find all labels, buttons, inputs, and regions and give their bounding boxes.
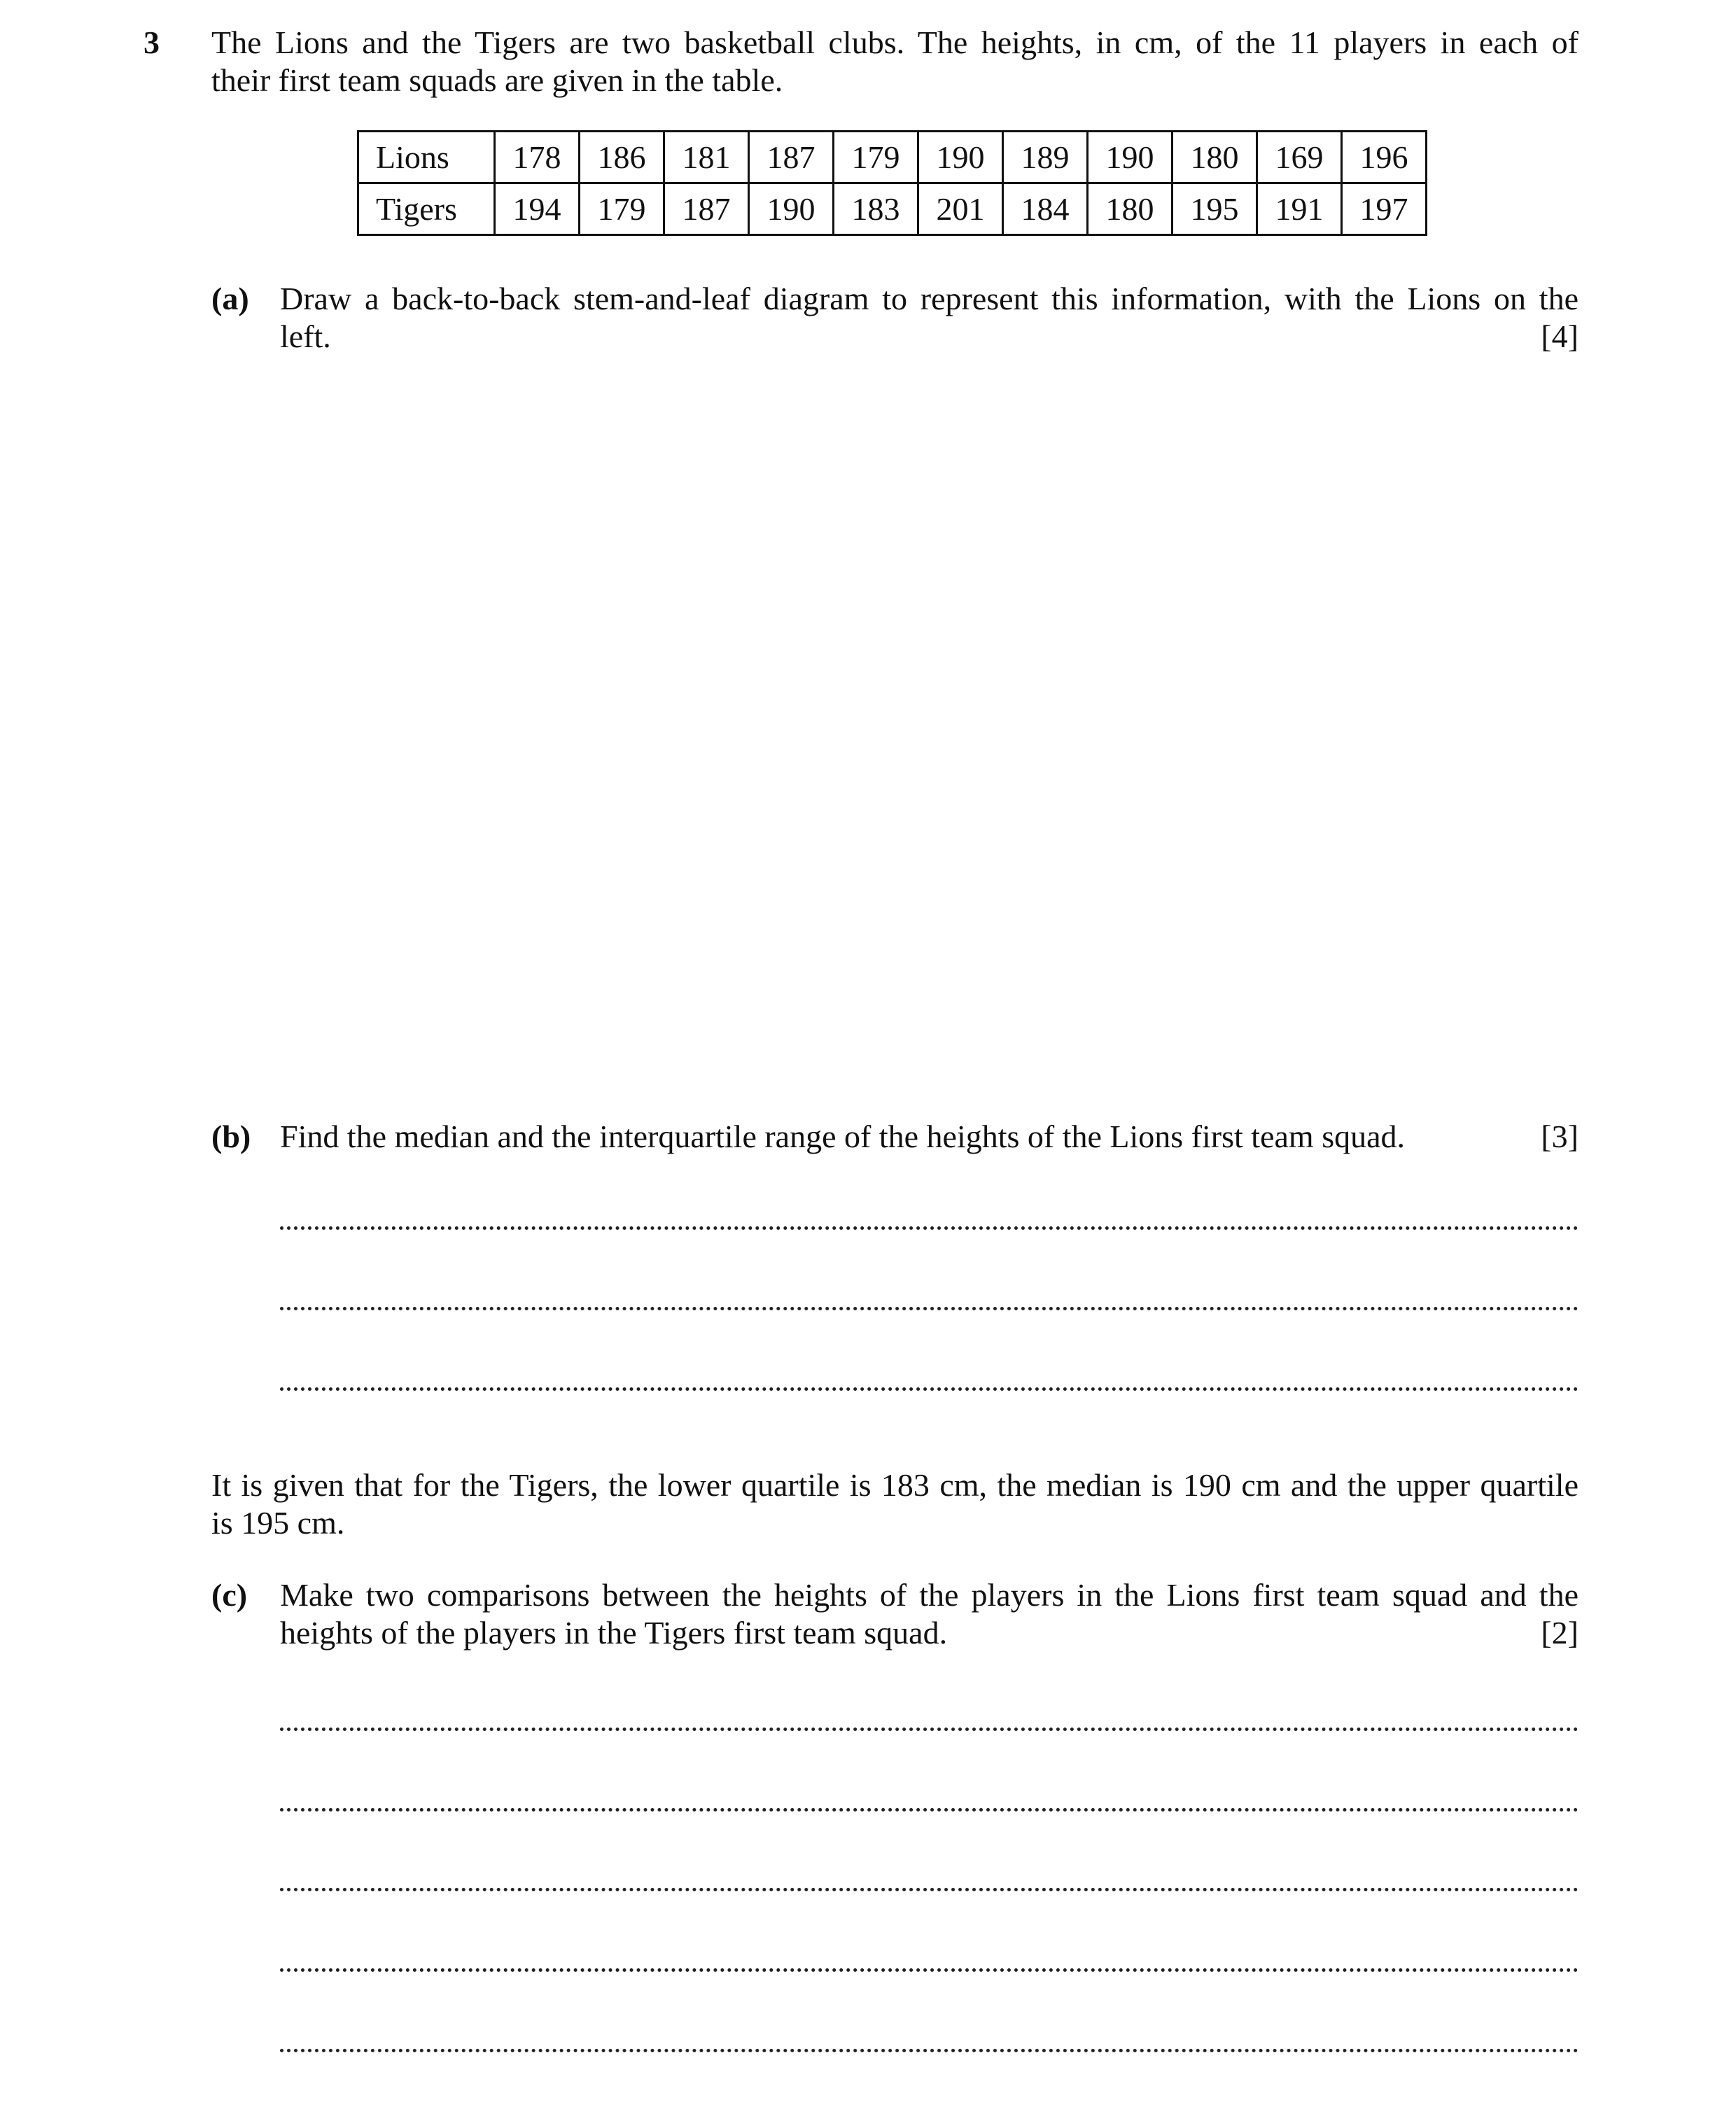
table-cell: 169 — [1257, 132, 1342, 183]
table-cell: 196 — [1342, 132, 1427, 183]
table-row-label: Tigers — [358, 183, 495, 235]
part-b-question: Find the median and the interquartile range of the heights of the Lions first team squad. — [280, 1119, 1406, 1154]
table-cell: 191 — [1257, 183, 1342, 235]
table-cell: 179 — [834, 132, 918, 183]
question-intro — [211, 24, 1578, 99]
table-cell: 187 — [664, 183, 749, 235]
given-line-2: is 195 cm. — [211, 1505, 345, 1541]
part-c-answer-line[interactable] — [280, 1968, 1578, 1972]
table-cell: 181 — [664, 132, 749, 183]
part-c-line-1: Make two comparisons between the heights of the players in the Lions first team squad and the — [280, 1577, 1578, 1613]
table-cell: 180 — [1172, 132, 1257, 183]
part-c-line-2: heights of the players in the Tigers first team squad. — [280, 1615, 948, 1651]
part-c-question — [280, 1576, 1578, 1652]
table-cell: 180 — [1088, 183, 1172, 235]
given-line-1: It is given that for the Tigers, the lower quartile is 183 cm, the median is 190 cm and the upper quartile — [211, 1467, 1578, 1503]
part-b-label: (b) — [211, 1119, 251, 1154]
table-row-label: Lions — [358, 132, 495, 183]
part-b-answer-line[interactable] — [280, 1387, 1578, 1391]
diagram-answer-space[interactable] — [280, 371, 1578, 1078]
part-a-marks: [4] — [1541, 318, 1578, 354]
part-c-answer-line[interactable] — [280, 1888, 1578, 1891]
part-c-answer-line[interactable] — [280, 1728, 1578, 1731]
heights-table — [357, 130, 1427, 236]
table-cell: 201 — [918, 183, 1003, 235]
part-a-label: (a) — [211, 281, 249, 316]
table-cell: 190 — [749, 183, 834, 235]
table-cell: 187 — [749, 132, 834, 183]
part-a-line-1: Draw a back-to-back stem-and-leaf diagram to represent this information, with the Lions on the — [280, 281, 1578, 316]
table-cell: 197 — [1342, 183, 1427, 235]
part-a-question — [280, 280, 1578, 356]
table-cell: 189 — [1003, 132, 1088, 183]
table-cell: 186 — [580, 132, 664, 183]
table-cell: 184 — [1003, 183, 1088, 235]
table-cell: 190 — [918, 132, 1003, 183]
table-cell: 178 — [495, 132, 580, 183]
table-cell: 179 — [580, 183, 664, 235]
part-c-answer-line[interactable] — [280, 2049, 1578, 2052]
part-c-answer-line[interactable] — [280, 1808, 1578, 1812]
table-row — [358, 132, 1427, 183]
part-b-answer-line[interactable] — [280, 1307, 1578, 1310]
table-cell: 183 — [834, 183, 918, 235]
table-row — [358, 183, 1427, 235]
part-a-line-2: left. — [280, 318, 331, 354]
table-cell: 190 — [1088, 132, 1172, 183]
part-c-marks: [2] — [1541, 1615, 1578, 1651]
given-information — [211, 1466, 1578, 1542]
part-b-marks: [3] — [1541, 1119, 1578, 1154]
table-cell: 195 — [1172, 183, 1257, 235]
question-number: 3 — [144, 24, 160, 60]
table-cell: 194 — [495, 183, 580, 235]
question-intro-line-2: their first team squads are given in the table. — [211, 62, 783, 98]
question-intro-line-1: The Lions and the Tigers are two basketball clubs. The heights, in cm, of the 11 players in each of — [211, 24, 1578, 60]
part-c-label: (c) — [211, 1577, 248, 1613]
part-b-answer-line[interactable] — [280, 1226, 1578, 1230]
